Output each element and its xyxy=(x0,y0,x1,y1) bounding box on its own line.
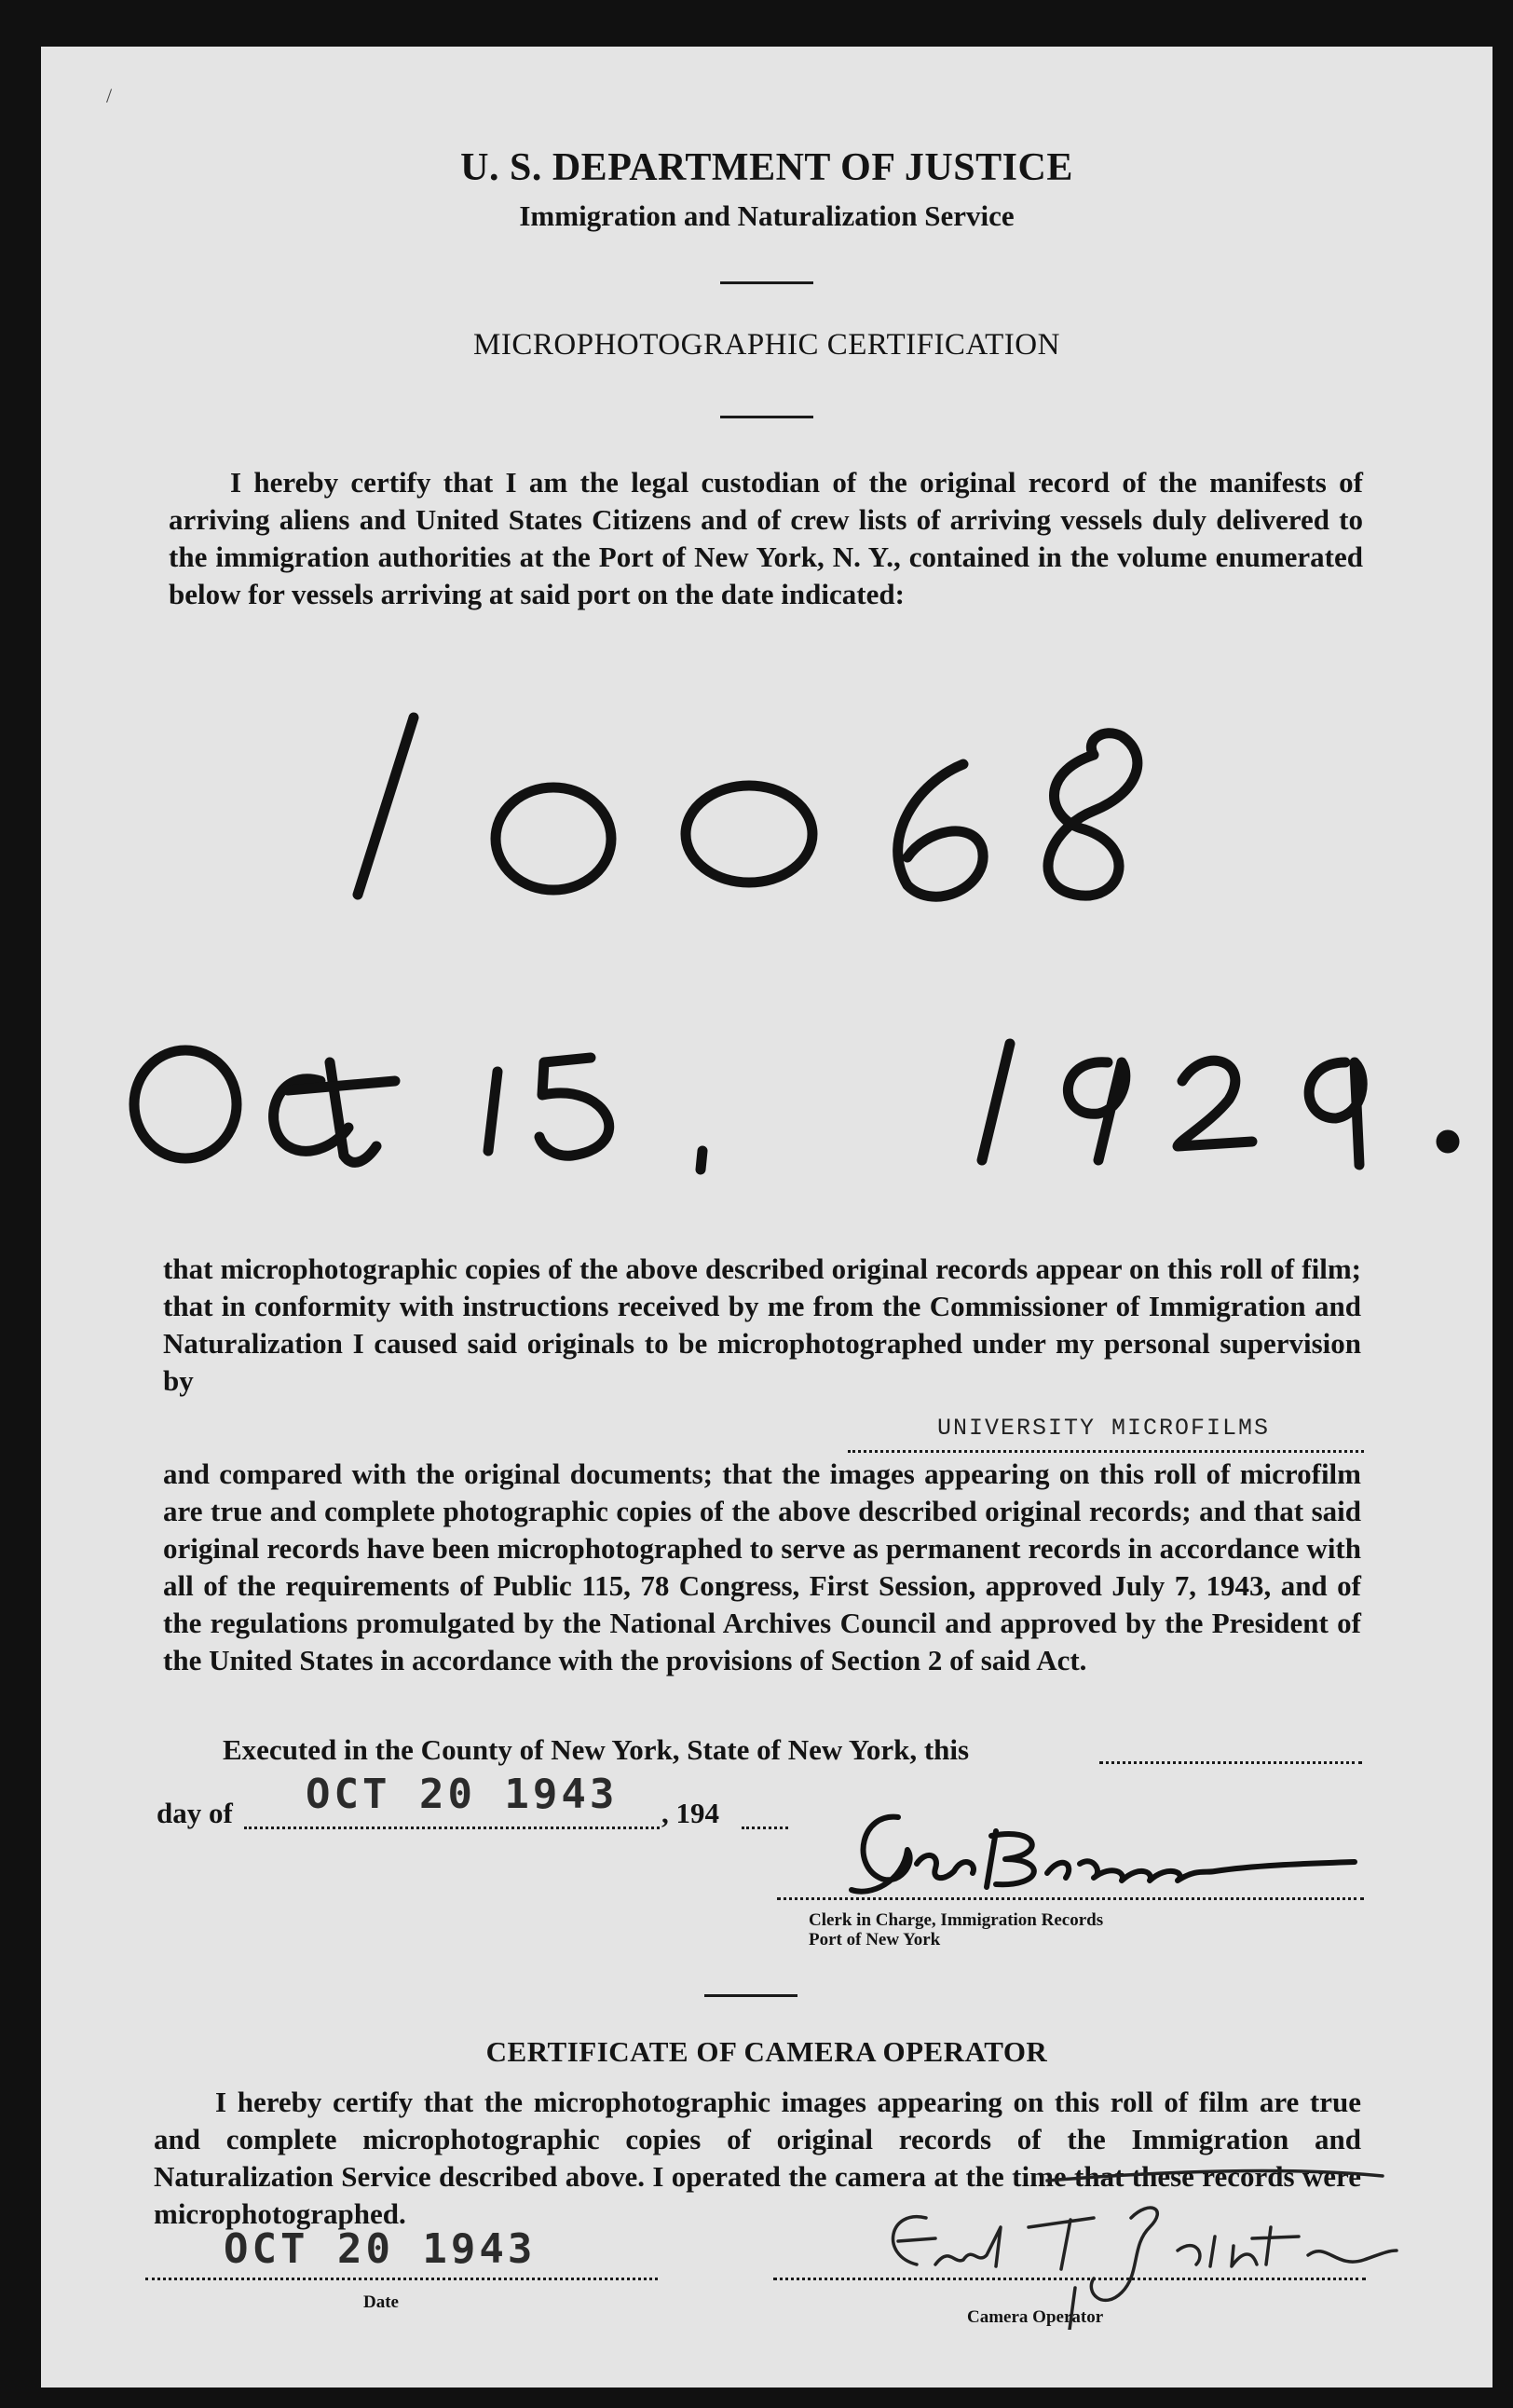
camera-operator-signature xyxy=(861,2162,1401,2330)
handwritten-date xyxy=(88,988,1485,1193)
stray-mark: / xyxy=(106,84,113,107)
custodian-paragraph: I hereby certify that I am the legal custodian of the original record of the manifests of arriving aliens and United States Citizens and of crew lists of arriving vessels duly delivered to the immigration authorities at the Port of New York, N. Y., contained in the volume enumerated below for vessels arriving at said port on the date indicated: xyxy=(169,466,1363,610)
camera-date-line xyxy=(145,2278,658,2280)
day-of-label: day of xyxy=(157,1797,233,1829)
supervisor-fill-line xyxy=(848,1450,1364,1453)
department-heading: U. S. DEPARTMENT OF JUSTICE xyxy=(460,146,1073,189)
service-subheading: Immigration and Naturalization Service xyxy=(519,199,1015,232)
year-prefix: , 194 xyxy=(661,1797,719,1829)
supervision-paragraph-lead: that microphotographic copies of the above described original records appear on this roll of film; that in conformity with instructions received by me from the Commissioner of Immigration and Naturalization I caused said originals to be microphotographed under my personal supervision by xyxy=(163,1252,1361,1397)
camera-date-stamp: OCT 20 1943 xyxy=(224,2225,537,2273)
day-of-fill-line xyxy=(244,1827,660,1829)
supervision-paragraph-rest: and compared with the original documents; that the images appearing on this roll of microfilm are true and complete photographic copies of the above described original records; and that said original records have been microphotographed to serve as permanent records in accordance with all of the requirements of Public 115, 78 Congress, First Session, approved July 7, 1943, and of the regulations promulgated by the National Archives Council and approved by the President of the United States in accordance with the provisions of Section 2 of said Act. xyxy=(163,1457,1361,1676)
camera-operator-label: Camera Operator xyxy=(967,2307,1104,2327)
divider xyxy=(720,281,813,284)
divider xyxy=(704,1994,797,1997)
year-fill-line xyxy=(742,1827,788,1829)
execution-day-fill-line xyxy=(1099,1761,1362,1764)
camera-certificate-paragraph: I hereby certify that the microphotographic images appearing on this roll of film are true and complete microphotographic copies of original records of the Immigration and Naturalization Service described above. I operated the camera at the time that these records were microphotographed. xyxy=(154,2086,1361,2230)
execution-date-stamp: OCT 20 1943 xyxy=(306,1771,619,1818)
clerk-title-line1: Clerk in Charge, Immigration Records xyxy=(809,1910,1104,1930)
supervisor-typed-name: UNIVERSITY MICROFILMS xyxy=(937,1415,1271,1442)
camera-date-label: Date xyxy=(363,2292,399,2312)
handwritten-volume-number xyxy=(302,699,1234,913)
execution-statement: Executed in the County of New York, State of New York, this xyxy=(223,1733,970,1766)
camera-operator-line xyxy=(773,2278,1366,2280)
clerk-signature xyxy=(814,1799,1392,1901)
divider xyxy=(720,416,813,418)
camera-certificate-title: CERTIFICATE OF CAMERA OPERATOR xyxy=(485,2035,1048,2068)
certificate-sheet xyxy=(41,47,1493,2387)
clerk-title-line2: Port of New York xyxy=(809,1930,941,1950)
page-title: MICROPHOTOGRAPHIC CERTIFICATION xyxy=(473,328,1060,362)
clerk-signature-line xyxy=(777,1897,1364,1900)
